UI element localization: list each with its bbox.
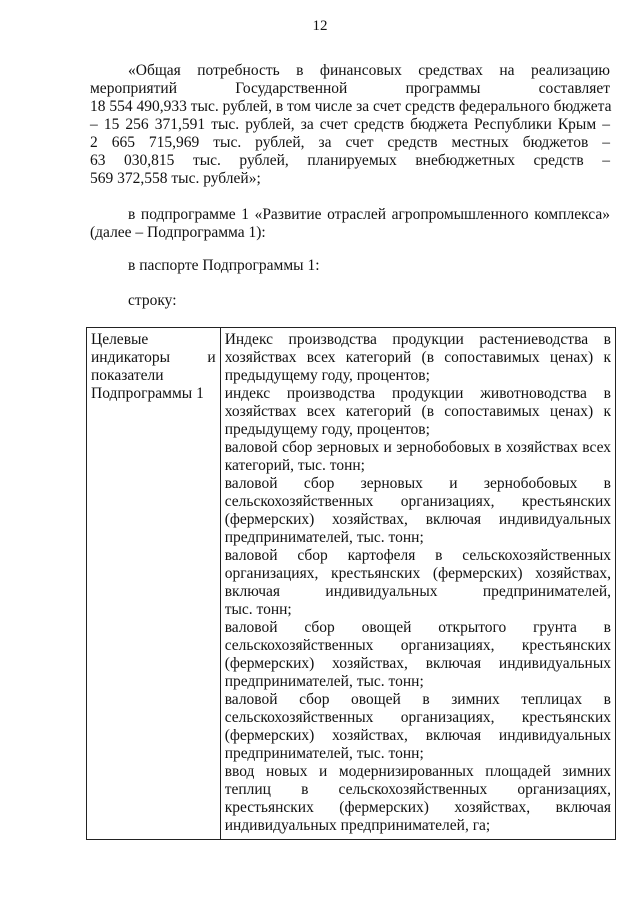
- value-line: ввод новых и модернизированных площадей зимних: [224, 763, 611, 780]
- value-line: категорий, тыс. тонн;: [224, 457, 365, 474]
- text-line: 2 665 715,969 тыс. рублей, за счет средств местных бюджетов –: [90, 134, 610, 151]
- financing-paragraph: [90, 62, 610, 188]
- value-line: хозяйствах всех категорий (в сопоставимых ценах) к: [224, 349, 611, 366]
- text-line: строку:: [128, 292, 177, 309]
- value-line: сельскохозяйственных организациях, крестьянских: [224, 709, 611, 726]
- indicators-table: [86, 327, 616, 840]
- text-line: «Общая потребность в финансовых средствах на реализацию: [128, 62, 610, 79]
- table-row: [87, 328, 616, 840]
- passport-paragraph: [90, 257, 610, 275]
- text-line: мероприятий Государственной программы составляет: [90, 80, 610, 97]
- value-line: сельскохозяйственных организациях, крестьянских: [224, 493, 611, 510]
- value-line: хозяйствах всех категорий (в сопоставимых ценах) к: [224, 403, 611, 420]
- value-line: валовой сбор зерновых и зернобобовых в: [224, 475, 611, 492]
- value-line: предпринимателей, тыс. тонн;: [224, 745, 424, 762]
- value-line: валовой сбор картофеля в сельскохозяйственных: [224, 547, 611, 564]
- value-line: валовой сбор зерновых и зернобобовых в хозяйствах всех: [224, 439, 611, 456]
- value-line: валовой сбор овощей открытого грунта в: [224, 619, 611, 636]
- value-line: предпринимателей, тыс. тонн;: [224, 673, 424, 690]
- label-line: Подпрограммы 1: [91, 385, 204, 402]
- page-number: 12: [312, 18, 328, 34]
- value-line: крестьянских (фермерских) хозяйствах, включая: [224, 799, 611, 816]
- indicator-label-cell: [87, 328, 221, 840]
- value-line: валовой сбор овощей в зимних теплицах в: [224, 691, 611, 708]
- value-line: Индекс производства продукции растениеводства в: [224, 331, 611, 348]
- value-line: предпринимателей, тыс. тонн;: [224, 529, 424, 546]
- subprogram-paragraph: [90, 206, 610, 242]
- indicator-value-cell: [220, 328, 615, 840]
- value-line: включая индивидуальных предпринимателей,: [224, 583, 611, 600]
- label-line: Целевые: [91, 331, 149, 348]
- label-line: показатели: [91, 367, 164, 384]
- text-line: 63 030,815 тыс. рублей, планируемых внебюджетных средств –: [90, 152, 610, 169]
- text-line: – 15 256 371,591 тыс. рублей, за счет средств бюджета Республики Крым –: [90, 116, 610, 133]
- value-line: индивидуальных предпринимателей, га;: [224, 817, 491, 834]
- text-line: 18 554 490,933 тыс. рублей, в том числе за счет средств федерального бюджета: [90, 98, 612, 115]
- value-line: (фермерских) хозяйствах, включая индивидуальных: [224, 511, 611, 528]
- text-line: в паспорте Подпрограммы 1:: [128, 257, 320, 274]
- value-line: индекс производства продукции животноводства в: [224, 385, 611, 402]
- value-line: предыдущему году, процентов;: [224, 421, 430, 438]
- value-line: теплиц в сельскохозяйственных организациях,: [224, 781, 611, 798]
- text-line: в подпрограмме 1 «Развитие отраслей агропромышленного комплекса»: [128, 206, 610, 223]
- row-paragraph: [90, 292, 610, 310]
- label-line: индикаторы и: [91, 349, 216, 366]
- value-line: (фермерских) хозяйствах, включая индивидуальных: [224, 727, 611, 744]
- value-line: предыдущему году, процентов;: [224, 367, 430, 384]
- text-line: (далее – Подпрограмма 1):: [90, 224, 266, 241]
- value-line: тыс. тонн;: [224, 601, 292, 618]
- text-line: 569 372,558 тыс. рублей»;: [90, 170, 261, 187]
- value-line: сельскохозяйственных организациях, крестьянских: [224, 637, 611, 654]
- value-line: организациях, крестьянских (фермерских) хозяйствах,: [224, 565, 611, 582]
- value-line: (фермерских) хозяйствах, включая индивидуальных: [224, 655, 611, 672]
